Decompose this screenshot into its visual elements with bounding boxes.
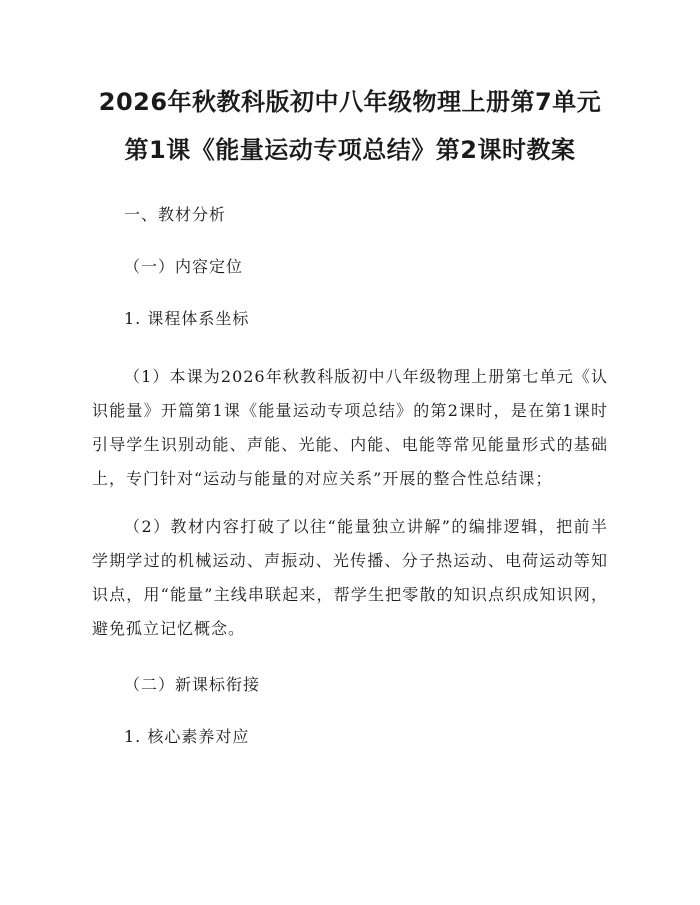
paragraph-course-position: （1）本课为2026年秋教科版初中八年级物理上册第七单元《认识能量》开篇第1课《能量运动专项总结》的第2课时，是在第1课时引导学生识别动能、声能、光能、内能、电能等常见能量形式的基础上，专门针对“运动与能量的对应关系”开展的整合性总结课； [92,367,608,488]
section-heading-textbook-analysis: 一、教材分析 [124,205,227,224]
paragraph-textbook-logic: （2）教材内容打破了以往“能量独立讲解”的编排逻辑，把前半学期学过的机械运动、声振动、光传播、分子热运动、电荷运动等知识点，用“能量”主线串联起来，帮学生把零散的知识点织成知识网，避免孤立记忆概念。 [92,517,608,638]
subsection-heading-new-curriculum: （二）新课标衔接 [124,675,261,694]
item-heading-curriculum-coordinates: 1. 课程体系坐标 [124,309,250,328]
subsection-heading-content-positioning: （一）内容定位 [124,257,244,276]
document-title: 2026年秋教科版初中八年级物理上册第7单元第1课《能量运动专项总结》第2课时教案 [98,88,602,164]
item-heading-core-literacy: 1. 核心素养对应 [124,727,250,746]
